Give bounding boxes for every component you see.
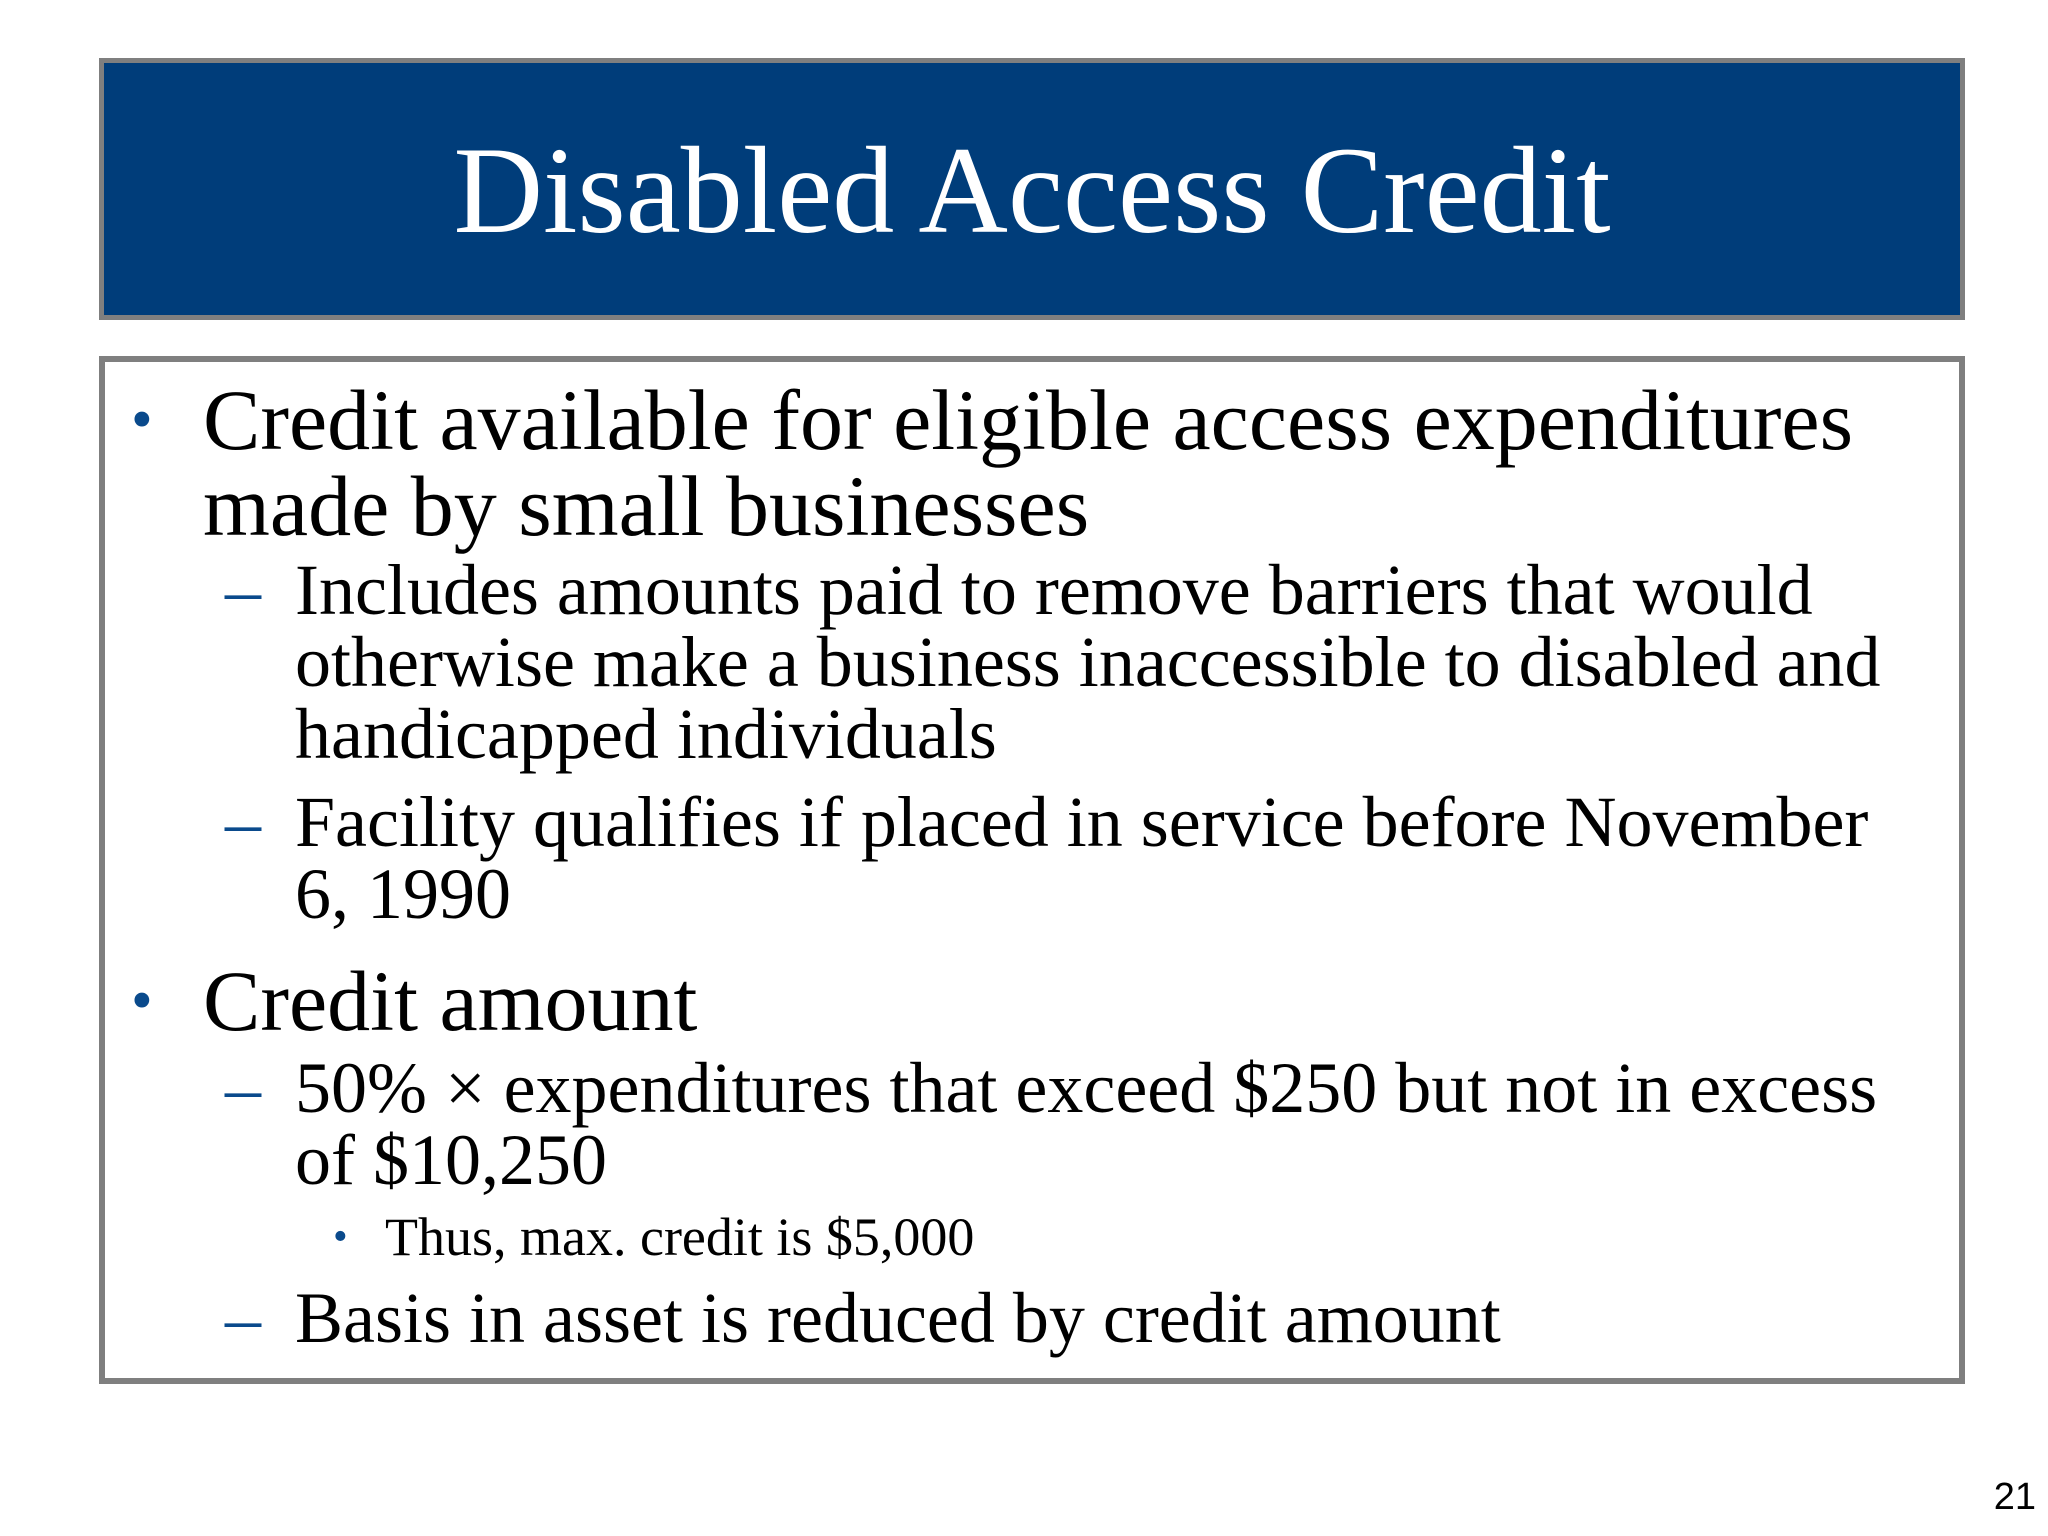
title-banner — [99, 58, 1965, 320]
bullet-line: Credit amount — [203, 953, 698, 1049]
sub-item-line: Basis in asset is reduced by credit amount — [295, 1278, 1501, 1358]
sub-item-line: Includes amounts paid to remove barriers that would — [295, 550, 1813, 630]
bullet-icon: • — [333, 1214, 348, 1260]
bullet-icon: • — [131, 967, 153, 1035]
dash-icon: – — [225, 550, 261, 630]
slide-title: Disabled Access Credit — [453, 122, 1611, 259]
sub-item-includes-amounts — [225, 550, 1945, 774]
bullet-item-credit-available — [131, 372, 1933, 554]
sub-item-facility-qualifies — [225, 782, 1945, 934]
bullet-item-credit-amount — [131, 953, 1933, 1049]
sub-item-fifty-percent — [225, 1048, 1945, 1200]
sub-sub-item-line: Thus, max. credit is $5,000 — [385, 1207, 975, 1267]
page-number: 21 — [1993, 1476, 2036, 1518]
bullet-line: made by small businesses — [203, 458, 1090, 554]
sub-item-line: 50% × expenditures that exceed $250 but not in excess — [295, 1048, 1878, 1128]
bullet-line: Credit available for eligible access expenditures — [203, 372, 1854, 468]
content-panel — [99, 356, 1965, 1384]
sub-item-line: of $10,250 — [295, 1120, 607, 1200]
sub-item-line: otherwise make a business inaccessible to disabled and — [295, 622, 1881, 702]
dash-icon: – — [225, 1278, 261, 1358]
sub-item-line: 6, 1990 — [295, 854, 511, 934]
sub-item-line: Facility qualifies if placed in service before November — [295, 782, 1869, 862]
sub-item-line: handicapped individuals — [295, 694, 997, 774]
sub-item-basis-reduced — [225, 1278, 1945, 1358]
bullet-icon: • — [131, 386, 153, 454]
sub-sub-item-max-credit — [333, 1207, 1885, 1267]
dash-icon: – — [225, 1048, 261, 1128]
dash-icon: – — [225, 782, 261, 862]
